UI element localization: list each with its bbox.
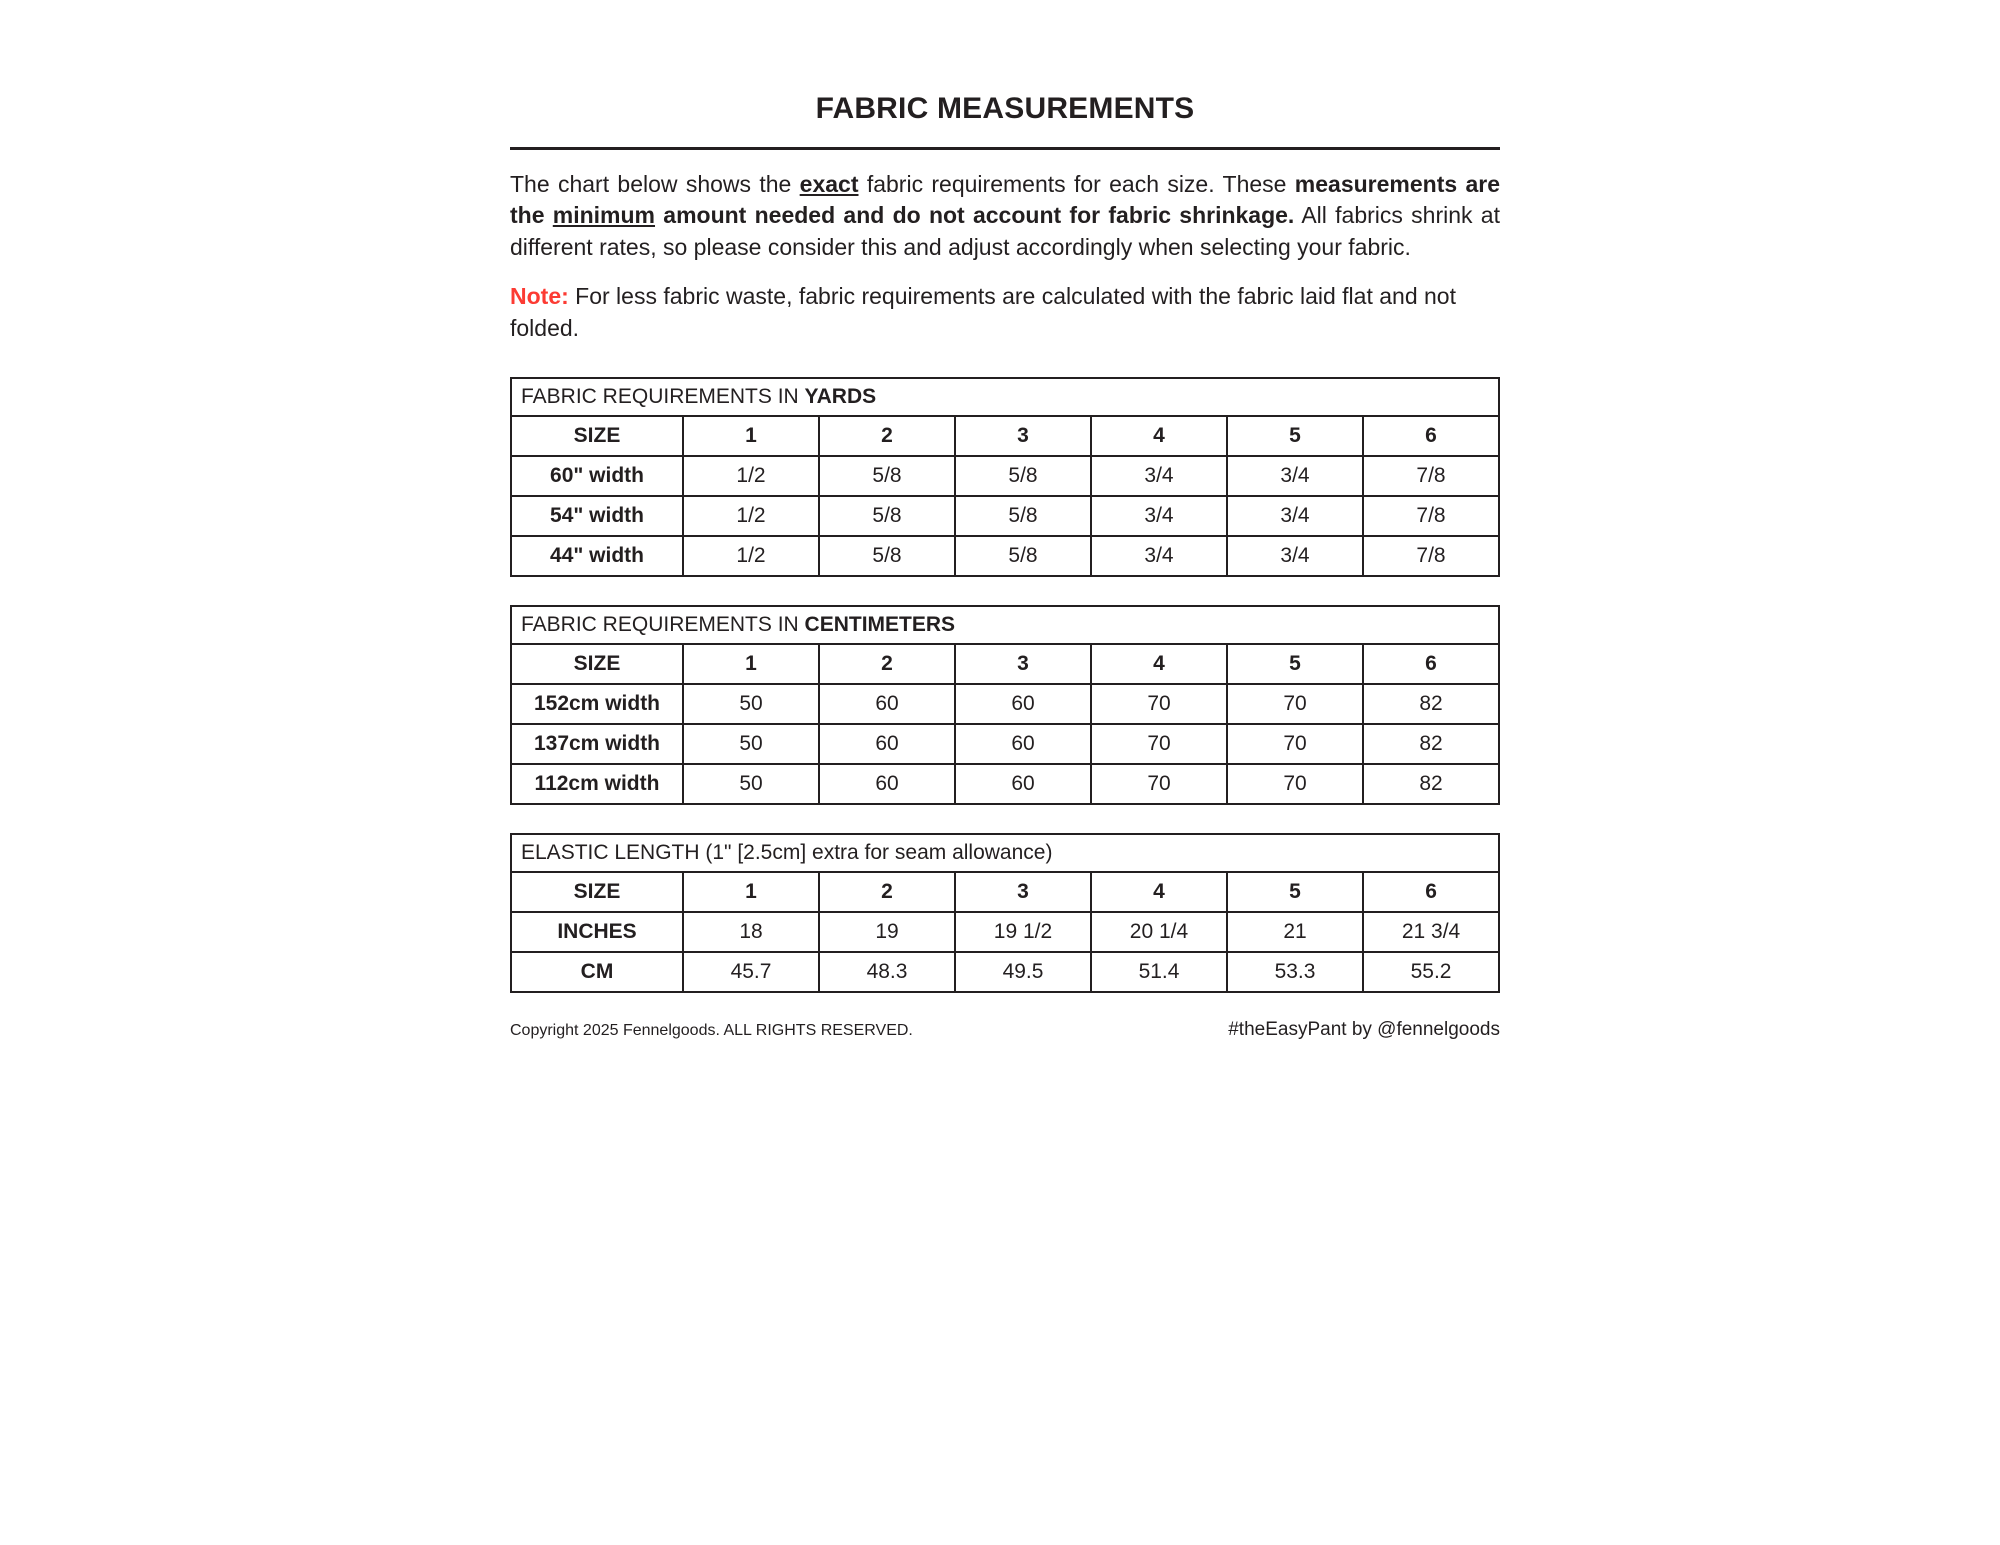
centimeters-row-label-0: 152cm width: [511, 684, 683, 724]
centimeters-cell-1-2: 60: [955, 724, 1091, 764]
table-row: [511, 724, 1499, 764]
centimeters-cell-0-2: 60: [955, 684, 1091, 724]
centimeters-row-label-2: 112cm width: [511, 764, 683, 804]
yards-cell-2-1: 5/8: [819, 536, 955, 576]
elastic-cell-0-4: 21: [1227, 912, 1363, 952]
elastic-cell-0-3: 20 1/4: [1091, 912, 1227, 952]
yards-cell-0-1: 5/8: [819, 456, 955, 496]
yards-row-label-2: 44" width: [511, 536, 683, 576]
elastic-size-6: 6: [1363, 872, 1499, 912]
centimeters-size-5: 5: [1227, 644, 1363, 684]
table-caption-row: [511, 606, 1499, 644]
note-label: Note:: [510, 283, 569, 310]
table-caption-row: [511, 834, 1499, 872]
centimeters-cell-1-1: 60: [819, 724, 955, 764]
centimeters-cell-1-4: 70: [1227, 724, 1363, 764]
elastic-cell-1-2: 49.5: [955, 952, 1091, 992]
centimeters-size-header: SIZE: [511, 644, 683, 684]
yards-size-3: 3: [955, 416, 1091, 456]
centimeters-cell-0-4: 70: [1227, 684, 1363, 724]
table-row: [511, 764, 1499, 804]
caption-prefix: FABRIC REQUIREMENTS IN: [521, 385, 805, 409]
elastic-cell-1-0: 45.7: [683, 952, 819, 992]
yards-row-label-1: 54" width: [511, 496, 683, 536]
elastic-cell-1-4: 53.3: [1227, 952, 1363, 992]
yards-cell-2-4: 3/4: [1227, 536, 1363, 576]
elastic-cell-0-0: 18: [683, 912, 819, 952]
yards-row-label-0: 60" width: [511, 456, 683, 496]
intro-bold-2: amount needed and do not account for fabric shrinkage.: [655, 202, 1295, 229]
document-page: [510, 0, 1500, 1041]
caption-prefix: FABRIC REQUIREMENTS IN: [521, 613, 805, 637]
yards-cell-1-4: 3/4: [1227, 496, 1363, 536]
table-row: [511, 952, 1499, 992]
yards-cell-2-3: 3/4: [1091, 536, 1227, 576]
yards-cell-1-5: 7/8: [1363, 496, 1499, 536]
centimeters-size-1: 1: [683, 644, 819, 684]
yards-cell-2-2: 5/8: [955, 536, 1091, 576]
centimeters-cell-1-3: 70: [1091, 724, 1227, 764]
centimeters-table-wrapper: [510, 605, 1500, 805]
yards-cell-0-2: 5/8: [955, 456, 1091, 496]
credit-text: #theEasyPant by @fennelgoods: [1228, 1019, 1500, 1041]
intro-emphasis-exact: exact: [799, 170, 859, 197]
elastic-size-2: 2: [819, 872, 955, 912]
yards-table-wrapper: [510, 377, 1500, 577]
intro-text-2: fabric requirements for each size. These: [858, 170, 1295, 197]
intro-bold-1: measurements are the: [510, 170, 1501, 229]
table-caption-row: [511, 378, 1499, 416]
table-header-row: [511, 872, 1499, 912]
elastic-size-5: 5: [1227, 872, 1363, 912]
centimeters-cell-2-2: 60: [955, 764, 1091, 804]
elastic-cell-0-5: 21 3/4: [1363, 912, 1499, 952]
yards-size-2: 2: [819, 416, 955, 456]
yards-cell-0-5: 7/8: [1363, 456, 1499, 496]
elastic-table-caption: ELASTIC LENGTH (1" [2.5cm] extra for seam allowance): [511, 834, 1499, 872]
caption-unit: CENTIMETERS: [804, 613, 956, 637]
elastic-size-3: 3: [955, 872, 1091, 912]
elastic-cell-1-5: 55.2: [1363, 952, 1499, 992]
yards-size-header: SIZE: [511, 416, 683, 456]
intro-emphasis-minimum: minimum: [552, 202, 656, 229]
centimeters-size-4: 4: [1091, 644, 1227, 684]
intro-paragraph: [510, 150, 1500, 265]
centimeters-cell-1-5: 82: [1363, 724, 1499, 764]
yards-size-5: 5: [1227, 416, 1363, 456]
page-footer: [510, 1019, 1500, 1041]
note-paragraph: [510, 264, 1500, 345]
elastic-cell-1-1: 48.3: [819, 952, 955, 992]
page-title: FABRIC MEASUREMENTS: [815, 92, 1195, 125]
centimeters-row-label-1: 137cm width: [511, 724, 683, 764]
elastic-size-4: 4: [1091, 872, 1227, 912]
yards-cell-1-0: 1/2: [683, 496, 819, 536]
table-header-row: [511, 644, 1499, 684]
centimeters-size-2: 2: [819, 644, 955, 684]
yards-cell-0-0: 1/2: [683, 456, 819, 496]
table-row: [511, 496, 1499, 536]
intro-text-1: The chart below shows the: [510, 170, 800, 197]
centimeters-size-6: 6: [1363, 644, 1499, 684]
centimeters-cell-0-5: 82: [1363, 684, 1499, 724]
table-row: [511, 456, 1499, 496]
yards-cell-1-1: 5/8: [819, 496, 955, 536]
yards-cell-0-4: 3/4: [1227, 456, 1363, 496]
centimeters-cell-2-4: 70: [1227, 764, 1363, 804]
elastic-size-header: SIZE: [511, 872, 683, 912]
fabric-requirements-yards-table: [510, 377, 1500, 577]
elastic-row-label-0: INCHES: [511, 912, 683, 952]
centimeters-cell-2-1: 60: [819, 764, 955, 804]
table-header-row: [511, 416, 1499, 456]
table-row: [511, 912, 1499, 952]
elastic-length-table-wrapper: [510, 833, 1500, 993]
centimeters-cell-0-0: 50: [683, 684, 819, 724]
elastic-row-label-1: CM: [511, 952, 683, 992]
yards-cell-1-2: 5/8: [955, 496, 1091, 536]
yards-cell-2-5: 7/8: [1363, 536, 1499, 576]
intro-text-3: All fabrics shrink at different rates, so please consider this and adjust accordingly when selecting your fabric.: [510, 202, 1500, 261]
fabric-requirements-centimeters-table: [510, 605, 1500, 805]
copyright-text: Copyright 2025 Fennelgoods. ALL RIGHTS RESERVED.: [510, 1022, 913, 1040]
yards-cell-0-3: 3/4: [1091, 456, 1227, 496]
centimeters-cell-1-0: 50: [683, 724, 819, 764]
yards-cell-2-0: 1/2: [683, 536, 819, 576]
yards-size-4: 4: [1091, 416, 1227, 456]
elastic-size-1: 1: [683, 872, 819, 912]
elastic-cell-0-1: 19: [819, 912, 955, 952]
centimeters-size-3: 3: [955, 644, 1091, 684]
centimeters-table-caption: [511, 606, 1499, 644]
yards-size-6: 6: [1363, 416, 1499, 456]
note-text: For less fabric waste, fabric requirements are calculated with the fabric laid flat and not folded.: [510, 283, 1456, 342]
yards-size-1: 1: [683, 416, 819, 456]
table-row: [511, 536, 1499, 576]
table-row: [511, 684, 1499, 724]
elastic-length-table: [510, 833, 1500, 993]
centimeters-cell-0-3: 70: [1091, 684, 1227, 724]
elastic-cell-1-3: 51.4: [1091, 952, 1227, 992]
yards-cell-1-3: 3/4: [1091, 496, 1227, 536]
centimeters-cell-2-3: 70: [1091, 764, 1227, 804]
caption-unit: YARDS: [804, 385, 877, 409]
elastic-cell-0-2: 19 1/2: [955, 912, 1091, 952]
centimeters-cell-0-1: 60: [819, 684, 955, 724]
centimeters-cell-2-0: 50: [683, 764, 819, 804]
yards-table-caption: [511, 378, 1499, 416]
centimeters-cell-2-5: 82: [1363, 764, 1499, 804]
